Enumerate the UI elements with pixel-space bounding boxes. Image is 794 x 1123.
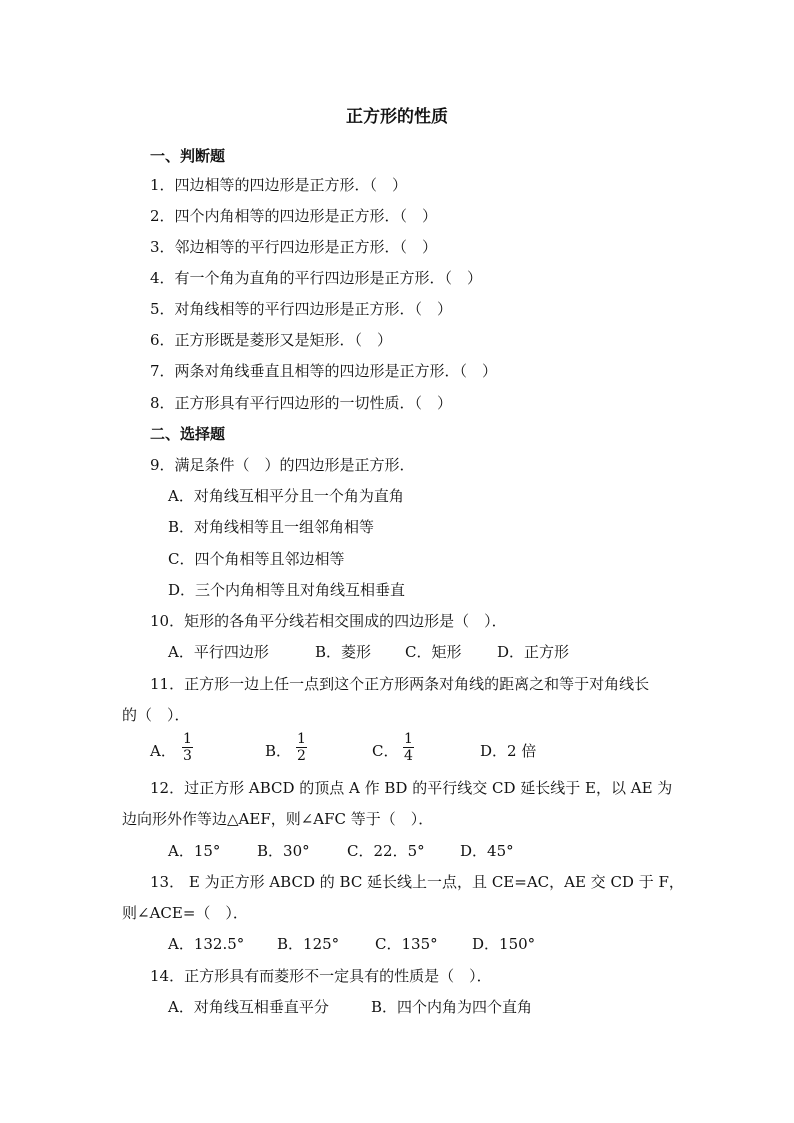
- question-10-option-c: C．矩形: [405, 643, 462, 661]
- section-heading-judgment: 一、判断题: [150, 147, 226, 165]
- question-9-option-b: B．对角线相等且一组邻角相等: [168, 518, 375, 536]
- question-13-stem-line1: 13． E 为正方形 ABCD 的 BC 延长线上一点，且 CE=AC，AE 交 CD 于 F，: [150, 873, 684, 891]
- question-12-stem-line2: 边向形外作等边△AEF，则∠AFC 等于（ ）．: [122, 810, 434, 828]
- judgment-item-2: 2．四个内角相等的四边形是正方形．（ ）: [150, 207, 438, 225]
- question-14-option-b: B．四个内角为四个直角: [371, 998, 533, 1016]
- question-12-option-b: B．30°: [257, 842, 310, 860]
- question-13-option-c: C．135°: [375, 935, 438, 953]
- question-14-stem: 14．正方形具有而菱形不一定具有的性质是（ ）．: [150, 967, 492, 985]
- question-9-option-d: D．三个内角相等且对角线互相垂直: [168, 581, 406, 599]
- question-11-stem-line1: 11．正方形一边上任一点到这个正方形两条对角线的距离之和等于对角线长: [150, 675, 650, 693]
- question-9-stem: 9．满足条件（ ）的四边形是正方形．: [150, 456, 415, 474]
- judgment-item-1: 1．四边相等的四边形是正方形．（ ）: [150, 176, 408, 194]
- question-9-option-c: C．四个角相等且邻边相等: [168, 550, 345, 568]
- section-heading-choice: 二、选择题: [150, 425, 226, 443]
- question-13-option-d: D．150°: [472, 935, 536, 953]
- question-11-option-a-fraction: [182, 731, 193, 764]
- fraction-denominator: 2: [297, 748, 306, 764]
- question-12-stem-line1: 12．过正方形 ABCD 的顶点 A 作 BD 的平行线交 CD 延长线于 E，以 AE 为: [150, 779, 673, 797]
- question-13-option-a: A．132.5°: [168, 935, 245, 953]
- judgment-item-4: 4．有一个角为直角的平行四边形是正方形．（ ）: [150, 269, 483, 287]
- fraction-denominator: 4: [404, 748, 413, 764]
- question-12-option-a: A．15°: [168, 842, 221, 860]
- question-11-option-c-fraction: [403, 731, 414, 764]
- judgment-item-6: 6．正方形既是菱形又是矩形．（ ）: [150, 331, 393, 349]
- question-11-option-a-label: A．: [150, 742, 176, 760]
- judgment-item-3: 3．邻边相等的平行四边形是正方形．（ ）: [150, 238, 438, 256]
- fraction-numerator: 1: [297, 731, 306, 747]
- question-10-option-a: A．平行四边形: [168, 643, 269, 661]
- question-11-option-b-label: B．: [265, 742, 292, 760]
- question-11-option-b-fraction: [296, 731, 307, 764]
- question-13-stem-line2: 则∠ACE=（ ）．: [122, 904, 248, 922]
- question-12-option-d: D．45°: [460, 842, 514, 860]
- question-10-stem: 10．矩形的各角平分线若相交围成的四边形是（ ）．: [150, 612, 507, 630]
- question-12-option-c: C．22．5°: [347, 842, 425, 860]
- fraction-numerator: 1: [404, 731, 413, 747]
- judgment-item-7: 7．两条对角线垂直且相等的四边形是正方形．（ ）: [150, 362, 498, 380]
- question-10-option-d: D．正方形: [497, 643, 570, 661]
- question-14-option-a: A．对角线互相垂直平分: [168, 998, 329, 1016]
- judgment-item-5: 5．对角线相等的平行四边形是正方形．（ ）: [150, 300, 453, 318]
- question-11-option-d: D．2 倍: [480, 742, 537, 760]
- question-10-option-b: B．菱形: [315, 643, 372, 661]
- question-9-option-a: A．对角线互相平分且一个角为直角: [168, 487, 404, 505]
- fraction-denominator: 3: [183, 748, 192, 764]
- question-13-option-b: B．125°: [277, 935, 340, 953]
- question-11-option-c-label: C．: [372, 742, 399, 760]
- page-title: 正方形的性质: [346, 107, 448, 127]
- fraction-numerator: 1: [183, 731, 192, 747]
- question-11-stem-line2: 的（ ）．: [122, 706, 190, 724]
- judgment-item-8: 8．正方形具有平行四边形的一切性质．（ ）: [150, 394, 453, 412]
